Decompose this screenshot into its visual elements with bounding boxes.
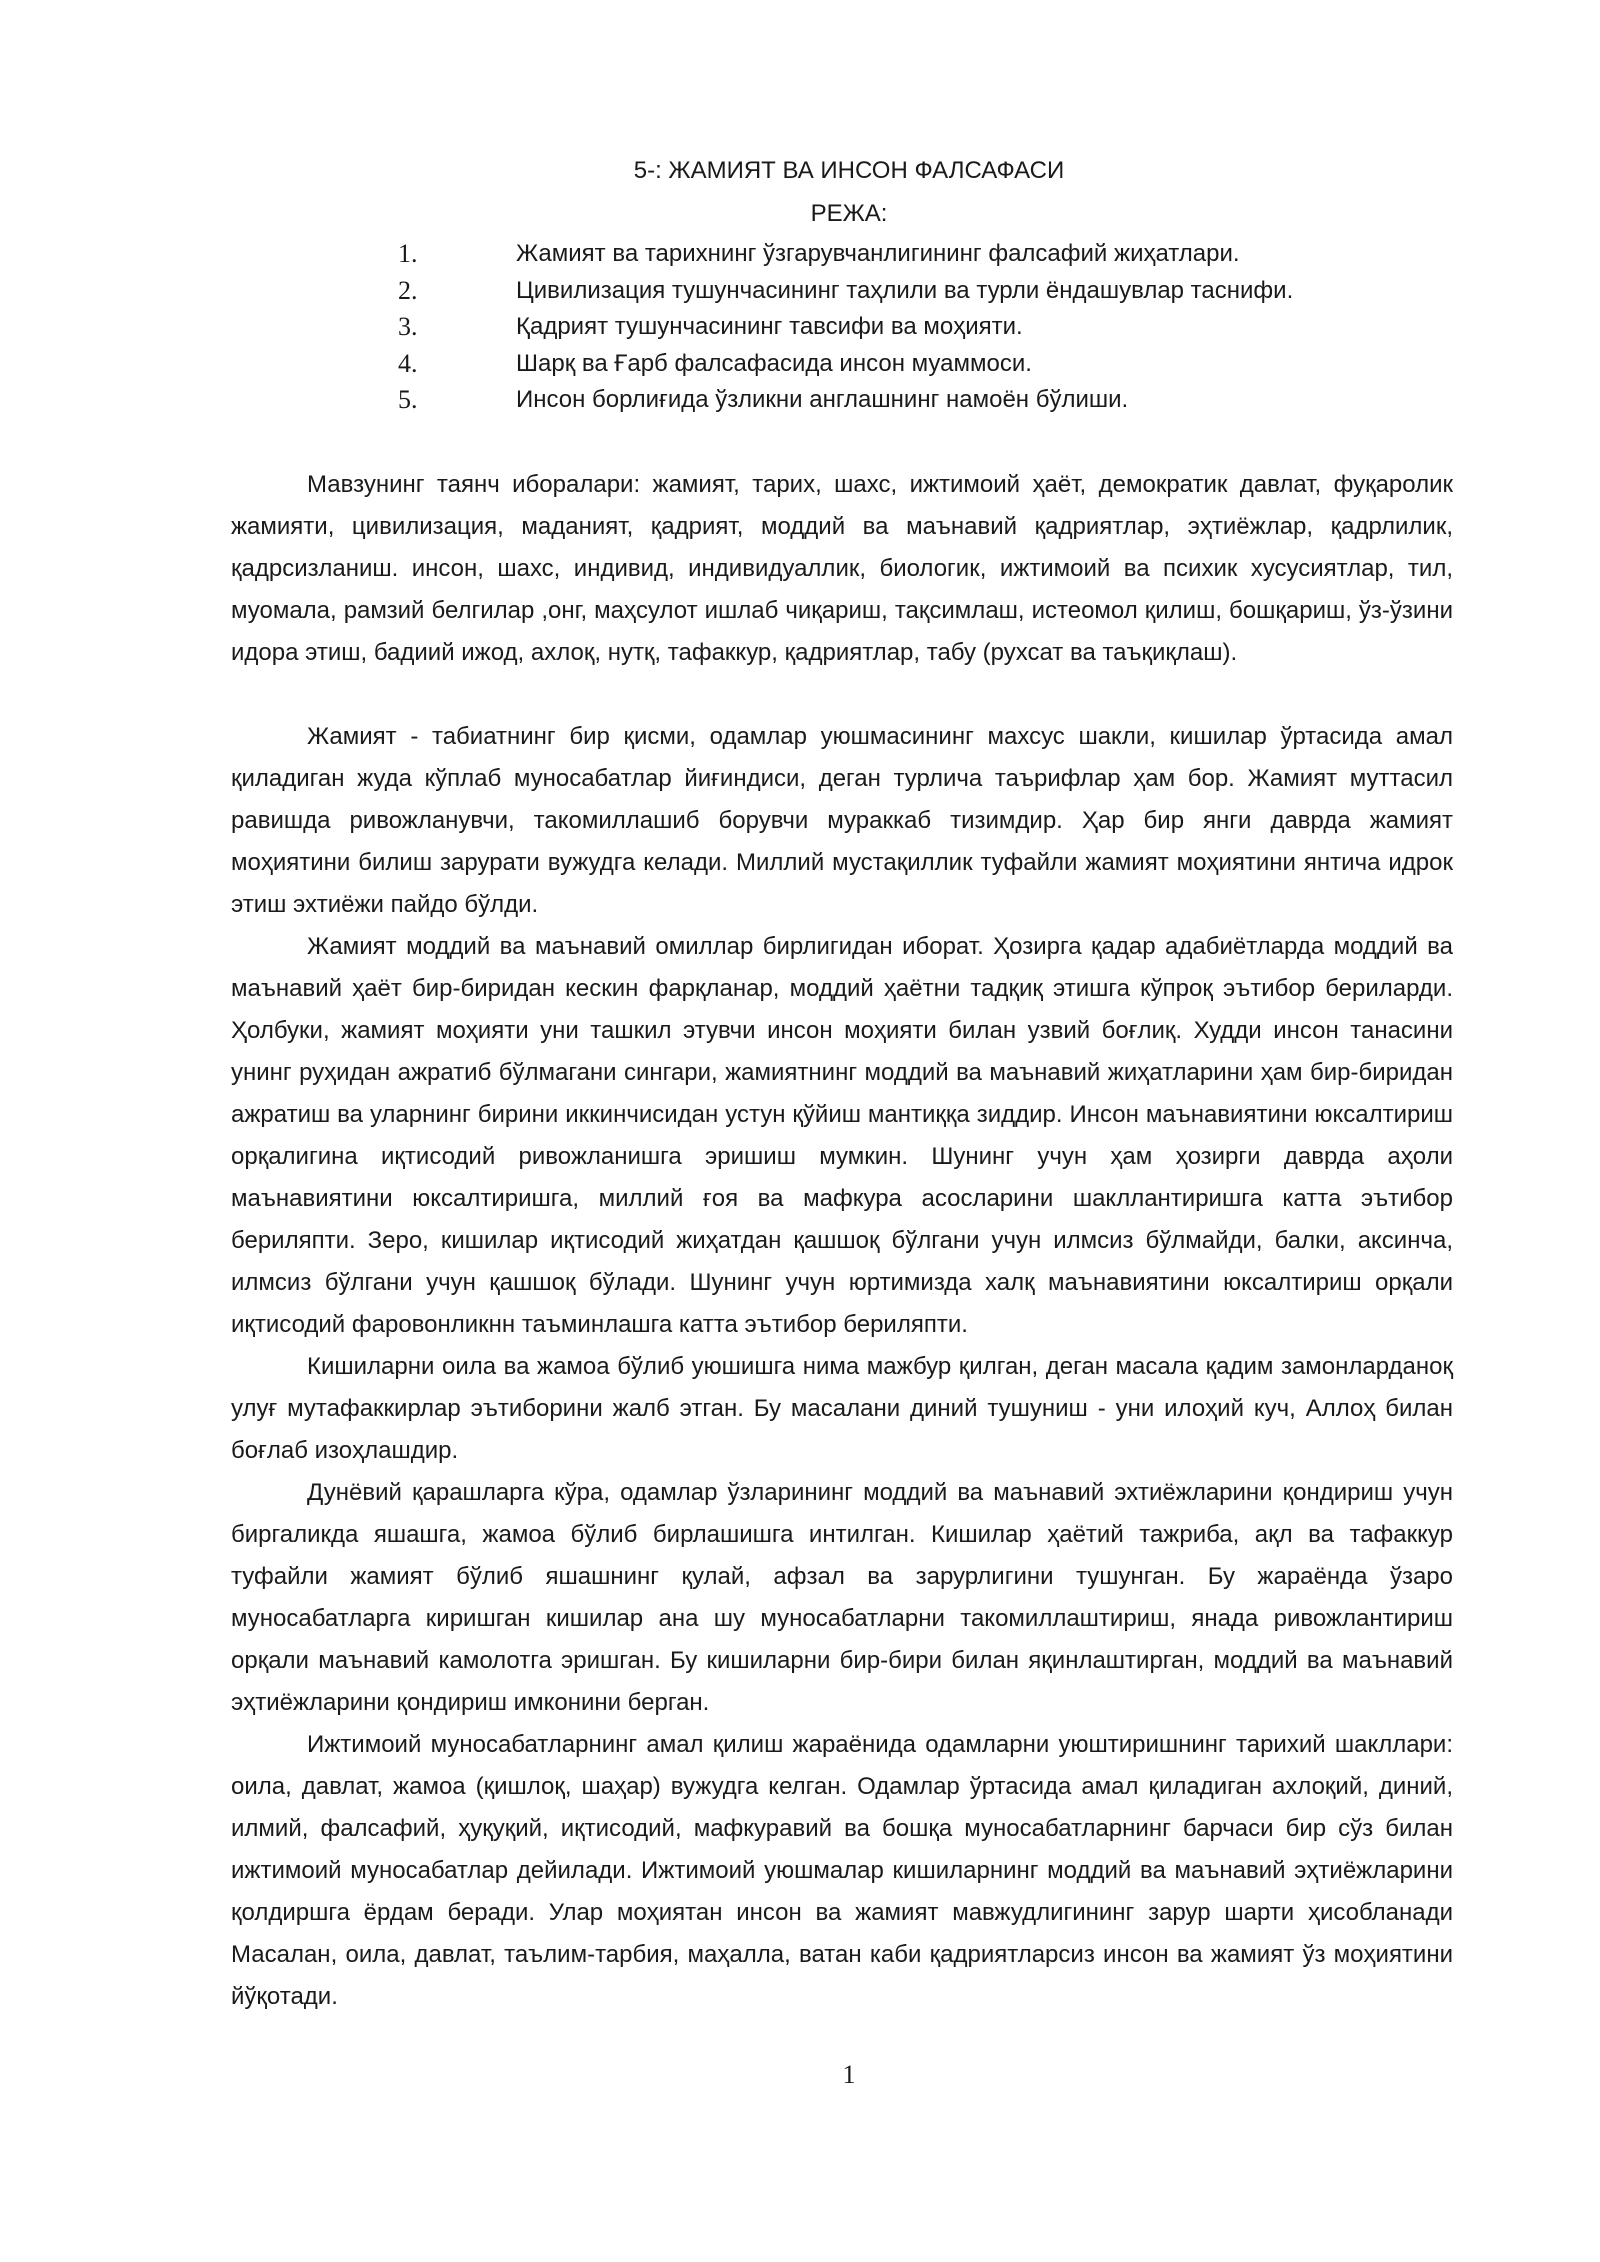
body-paragraph: Жамият моддий ва маънавий омиллар бирлигидан иборат. Ҳозирга қадар адабиётларда моддий ва маънавий ҳаёт бир-биридан кескин фарқланар, моддий ҳаётни тадқиқ этишга кўпроқ эътибор бериларди. Ҳолбуки, жамият моҳияти уни ташкил этувчи инсон моҳияти билан узвий боғлиқ. Худди инсон танасини унинг руҳидан ажратиб бўлмагани сингари, жамиятнинг моддий ва маънавий жиҳатларини ҳам бир-биридан ажратиш ва уларнинг бирини иккинчисидан устун қўйиш мантиққа зиддир. Инсон маънавиятини юксалтириш орқалигина иқтисодий ривожланишга эришиш мумкин. Шунинг учун ҳам ҳозирги даврда аҳоли маънавиятини юксалтиришга, миллий ғоя ва мафкура асосларини шакллантиришга катта эътибор бериляпти. Зеро, кишилар иқтисодий жиҳатдан қашшоқ бўлгани учун илмсиз бўлмайди, балки, аксинча, илмсиз бўлгани учун қашшоқ бўлади. Шунинг учун юртимизда халқ маънавиятини юксалтириш орқали иқтисодий фаровонликнн таъминлашга катта эътибор бериляпти. [231,933,1453,1338]
body-paragraph: Жамият - табиатнинг бир қисми, одамлар уюшмасининг махсус шакли, кишилар ўртасида амал қиладиган жуда кўплаб муносабатлар йиғиндиси, деган турлича таърифлар ҳам бор. Жамият муттасил равишда ривожланувчи, такомиллашиб борувчи мураккаб тизимдир. Ҳар бир янги даврда жамият моҳиятини билиш зарурати вужудга келади. Миллий мустақиллик туфайли жамият моҳиятини янтича идрок этиш эхтиёжи пайдо бўлди. [231,723,1453,918]
plan-item [398,309,1293,346]
paragraph-spacer [231,674,1453,716]
plan-item-number: 1. [398,239,418,269]
plan-item-number: 4. [398,348,418,378]
body-paragraph: Дунёвий қарашларга кўра, одамлар ўзларининг моддий ва маънавий эхтиёжларини қондириш учун биргаликда яшашга, жамоа бўлиб бирлашишга интилган. Кишилар ҳаётий тажриба, ақл ва тафаккур туфайли жамият бўлиб яшашнинг қулай, афзал ва зарурлигини тушунган. Бу жараёнда ўзаро муносабатларга киришган кишилар ана шу муносабатларни такомиллаштириш, янада ривожлантириш орқали маънавий камолотга эришган. Бу кишиларни бир-бири билан яқинлаштирган, моддий ва маънавий эҳтиёжларини қондириш имконини берган. [231,1479,1453,1716]
plan-item-number: 5. [398,385,418,415]
body-paragraph: Ижтимоий муносабатларнинг амал қилиш жараёнида одамларни уюштиришнинг тарихий шакллари: оила, давлат, жамоа (қишлоқ, шаҳар) вужудга келган. Одамлар ўртасида амал қиладиган ахлоқий, диний, илмий, фалсафий, ҳуқуқий, иқтисодий, мафкуравий ва бошқа муносабатларнинг барчаси бир сўз билан ижтимоий муносабатлар дейилади. Ижтимоий уюшмалар кишиларнинг моддий ва маънавий эҳтиёжларини қолдиршга ёрдам беради. Улар моҳиятан инсон ва жамият мавжудлигининг зарур шарти ҳисобланади Масалан, оила, давлат, таълим-тарбия, маҳалла, ватан каби қадриятларсиз инсон ва жамият ўз моҳиятини йўқотади. [231,1731,1453,2010]
plan-item-text: Жамият ва тарихнинг ўзгарувчанлигининг фалсафий жиҳатлари. [516,240,1240,268]
plan-item-text: Цивилизация тушунчасининг таҳлили ва турли ёндашувлар таснифи. [516,276,1294,304]
plan-item [398,273,1293,310]
plan-item [398,236,1293,273]
plan-list [398,236,1293,419]
plan-item-number: 3. [398,312,418,342]
plan-item-text: Инсон борлиғида ўзликни англашнинг намоён бўлиши. [516,386,1129,414]
plan-item-number: 2. [398,275,418,305]
body-content [231,464,1453,2018]
plan-item [398,346,1293,383]
page-title: 5-: ЖАМИЯТ ВА ИНСОН ФАЛСАФАСИ [633,157,1065,184]
body-paragraph: Кишиларни оила ва жамоа бўлиб уюшишга нима мажбур қилган, деган масала қадим замонларданоқ улуғ мутафаккирлар эътиборини жалб этган. Бу масалани диний тушуниш - уни илоҳий куч, Аллоҳ билан боғлаб изоҳлашдир. [231,1353,1453,1464]
keywords-paragraph: Мавзунинг таянч иборалари: жамият, тарих, шахс, ижтимоий ҳаёт, демократик давлат, фуқаролик жамияти, цивилизация, маданият, қадрият, моддий ва маънавий қадриятлар, эҳтиёжлар, қадрлилик, қадрсизланиш. инсон, шахс, индивид, индивидуаллик, биологик, ижтимоий ва психик хусусиятлар, тил, муомала, рамзий белгилар ,онг, маҳсулот ишлаб чиқариш, тақсимлаш, истеомол қилиш, бошқариш, ўз-ўзини идора этиш, бадиий ижод, ахлоқ, нутқ, тафаккур, қадриятлар, табу (рухсат ва таъқиқлаш). [231,471,1453,666]
plan-item [398,382,1293,419]
page-number: 1 [842,2060,856,2089]
plan-item-text: Шарқ ва Ғарб фалсафасида инсон муаммоси. [516,349,1032,377]
plan-item-text: Қадрият тушунчасининг тавсифи ва моҳияти. [516,313,1023,341]
plan-heading: РЕЖА: [810,200,888,227]
